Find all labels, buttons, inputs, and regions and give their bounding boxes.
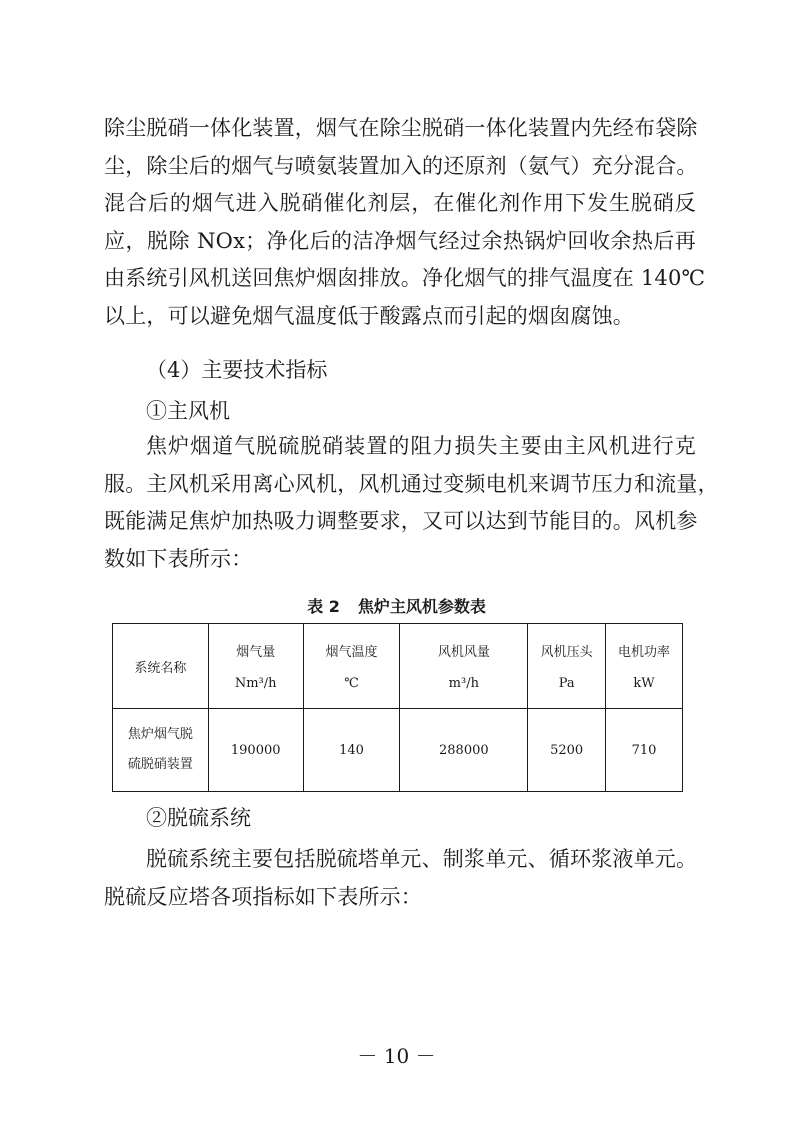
- header-unit: Pa: [558, 676, 575, 691]
- table-cell: 5200: [528, 709, 606, 792]
- header-unit: ℃: [344, 676, 359, 691]
- paragraph-main-fan: [104, 428, 719, 578]
- text-line: 数如下表所示：: [104, 546, 253, 571]
- page-number: － 10 －: [357, 1044, 436, 1068]
- header-label: 烟气量: [236, 645, 276, 660]
- text-line: 应，脱除 NOx；净化后的洁净烟气经过余热锅炉回收余热后再: [104, 228, 696, 253]
- subsection-heading-main-fan: ①主风机: [146, 399, 230, 423]
- header-cell: [208, 624, 303, 709]
- system-name-line: 硫脱硝装置: [127, 757, 193, 772]
- text-line: 除尘脱硝一体化装置，烟气在除尘脱硝一体化装置内先经布袋除: [104, 116, 698, 140]
- table-caption: [0, 596, 793, 618]
- header-cell: [606, 624, 683, 709]
- text-line: 既能满足焦炉加热吸力调整要求，又可以达到节能目的。风机参: [104, 509, 698, 533]
- fan-parameter-table: [112, 623, 683, 792]
- system-name-cell: [113, 709, 209, 792]
- header-label: 风机压头: [540, 645, 593, 660]
- header-cell: [400, 624, 528, 709]
- header-unit: Nm³/h: [234, 676, 277, 691]
- table-caption-title: 焦炉主风机参数表: [357, 597, 486, 616]
- paragraph-desulfurization: [104, 841, 696, 916]
- header-unit: m³/h: [448, 676, 479, 691]
- text-line: 焦炉烟道气脱硫脱硝装置的阻力损失主要由主风机进行克: [146, 434, 696, 458]
- text-line: 脱硫系统主要包括脱硫塔单元、制浆单元、循环浆液单元。: [146, 847, 698, 871]
- text-line: 脱硫反应塔各项指标如下表所示：: [104, 884, 422, 909]
- text-line: 以上，可以避免烟气温度低于酸露点而引起的烟囱腐蚀。: [104, 303, 634, 328]
- header-label: 电机功率: [618, 645, 671, 660]
- header-system-name: 系统名称: [113, 624, 209, 709]
- text-line: 由系统引风机送回焦炉烟囱排放。净化烟气的排气温度在 140℃: [104, 266, 706, 290]
- header-cell: [528, 624, 606, 709]
- section-heading: （4）主要技术指标: [146, 358, 328, 382]
- subsection-heading-desulfurization: ②脱硫系统: [146, 806, 251, 830]
- table-cell: 140: [303, 709, 400, 792]
- paragraph-process-description: [104, 110, 706, 335]
- table-row: [113, 709, 683, 792]
- table-cell: 190000: [208, 709, 303, 792]
- table-cell: 710: [606, 709, 683, 792]
- table-caption-number: 表 2: [307, 597, 340, 616]
- header-cell: [303, 624, 400, 709]
- text-line: 服。主风机采用离心风机，风机通过变频电机来调节压力和流量，: [104, 471, 719, 496]
- text-line: 混合后的烟气进入脱硝催化剂层，在催化剂作用下发生脱硝反: [104, 191, 696, 215]
- text-line: 尘，除尘后的烟气与喷氨装置加入的还原剂（氨气）充分混合。: [104, 153, 698, 178]
- system-name-line: 焦炉烟气脱: [127, 727, 193, 742]
- table-cell: 288000: [400, 709, 528, 792]
- header-label: 风机风量: [437, 645, 490, 660]
- table-header-row: [113, 624, 683, 709]
- header-label: 烟气温度: [325, 645, 378, 660]
- header-unit: kW: [633, 676, 655, 691]
